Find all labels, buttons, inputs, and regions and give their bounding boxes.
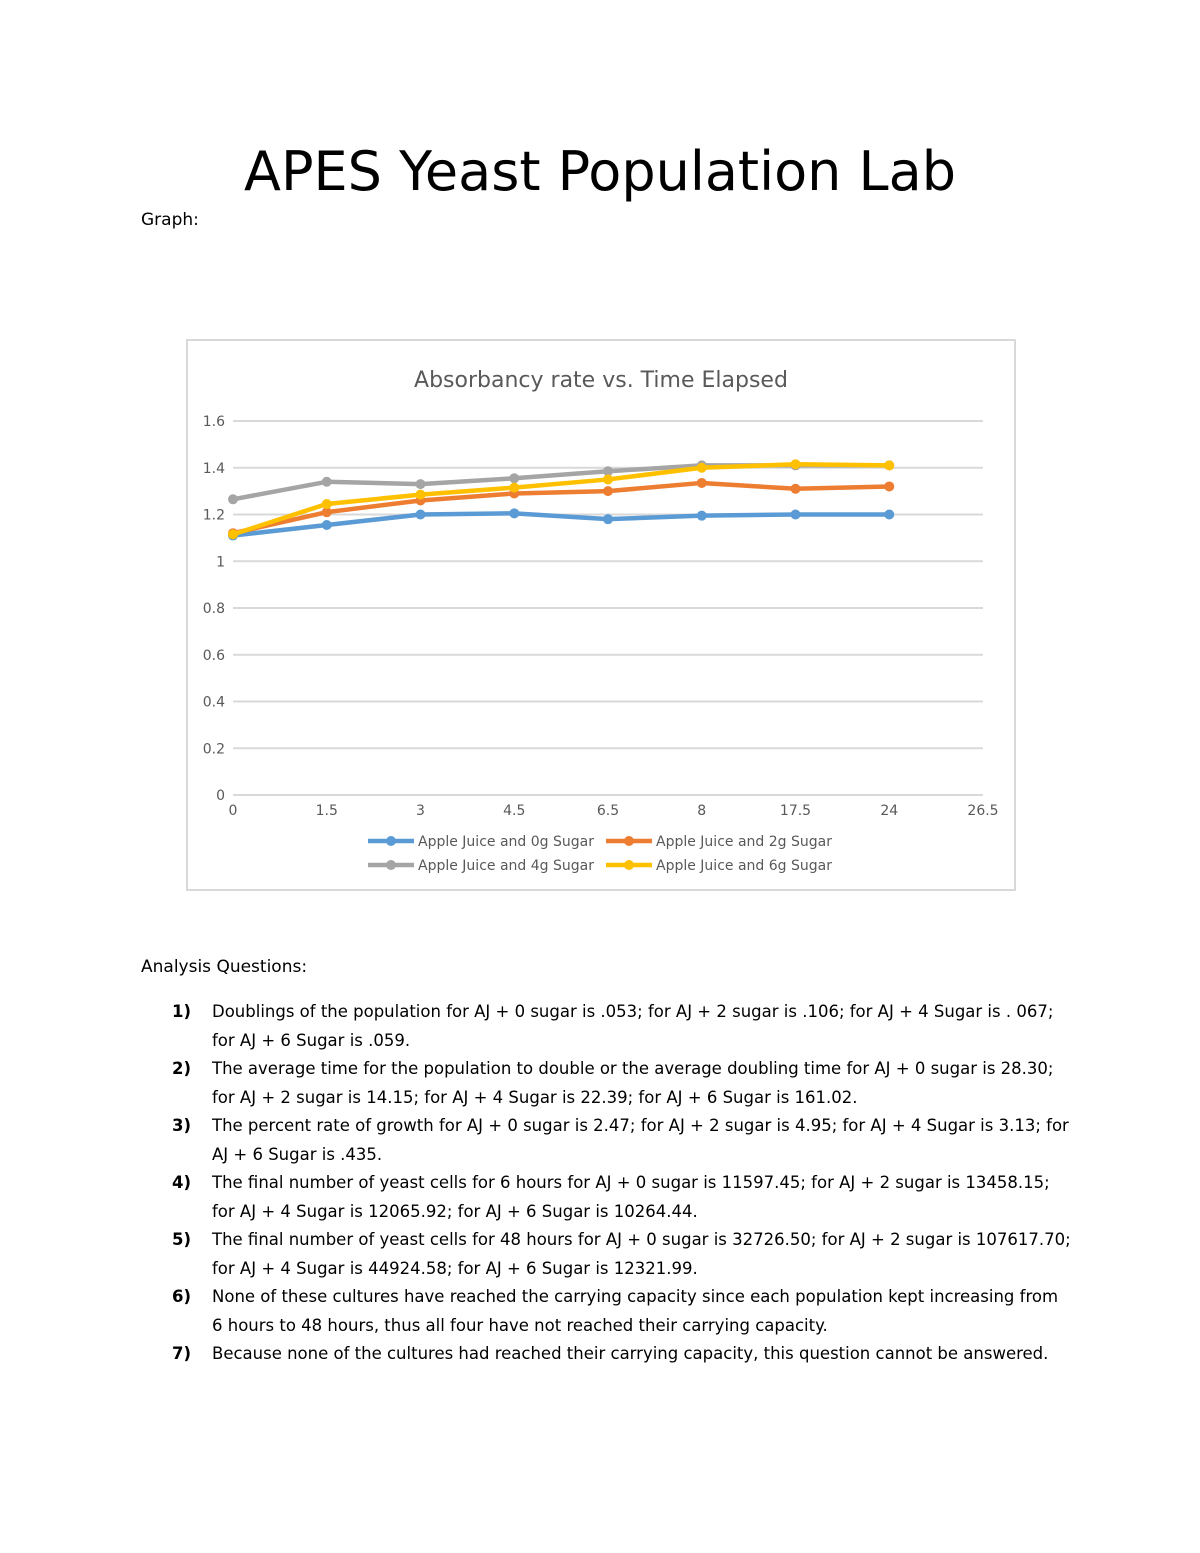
data-point bbox=[322, 477, 332, 487]
chart-container bbox=[186, 339, 1016, 891]
data-point bbox=[603, 474, 613, 484]
question-text: Doublings of the population for AJ + 0 sugar is .053; for AJ + 2 sugar is .106; for AJ + 4 Sugar is . 067; for AJ + 6 Sugar is .059. bbox=[212, 1002, 1054, 1050]
x-tick-label: 4.5 bbox=[503, 803, 526, 819]
y-tick-label: 1.2 bbox=[202, 507, 225, 524]
question-text: None of these cultures have reached the carrying capacity since each population kept increasing from 6 hours to 48 hours, thus all four have not reached their carrying capacity. bbox=[212, 1287, 1059, 1335]
question-number: 4) bbox=[172, 1173, 192, 1192]
graph-label: Graph: bbox=[141, 210, 199, 230]
y-tick-label: 0.2 bbox=[202, 741, 225, 758]
line-chart bbox=[188, 341, 1014, 889]
data-point bbox=[697, 478, 707, 488]
data-point bbox=[509, 483, 519, 493]
y-tick-label: 1.6 bbox=[202, 414, 225, 430]
x-tick-label: 24 bbox=[880, 803, 899, 819]
data-point bbox=[509, 508, 519, 518]
y-tick-label: 0 bbox=[216, 788, 225, 804]
data-point bbox=[791, 459, 801, 469]
data-point bbox=[697, 463, 707, 473]
legend-marker bbox=[624, 836, 634, 846]
question-number: 1) bbox=[172, 1002, 192, 1021]
x-tick-label: 0 bbox=[228, 803, 238, 819]
data-point bbox=[603, 514, 613, 524]
data-point bbox=[416, 510, 426, 520]
data-point bbox=[416, 479, 426, 489]
question-text: The final number of yeast cells for 6 hours for AJ + 0 sugar is 11597.45; for AJ + 2 sugar is 13458.15; for AJ + 4 Sugar is 12065.92; for AJ + 6 Sugar is 10264.44. bbox=[212, 1173, 1050, 1221]
question-number: 2) bbox=[172, 1059, 192, 1078]
page-title: APES Yeast Population Lab bbox=[244, 140, 956, 203]
data-point bbox=[509, 473, 519, 483]
x-tick-label: 1.5 bbox=[315, 803, 338, 819]
legend-label: Apple Juice and 4g Sugar bbox=[418, 858, 594, 874]
question-text: The final number of yeast cells for 48 hours for AJ + 0 sugar is 32726.50; for AJ + 2 sugar is 107617.70; for AJ + 4 Sugar is 44924.58; for AJ + 6 Sugar is 12321.99. bbox=[212, 1230, 1071, 1278]
data-point bbox=[322, 520, 332, 530]
question-item bbox=[172, 1226, 1072, 1283]
x-tick-label: 8 bbox=[697, 803, 707, 819]
y-tick-label: 0.6 bbox=[202, 647, 225, 664]
y-tick-label: 1.4 bbox=[202, 460, 225, 477]
data-point bbox=[228, 529, 238, 539]
data-point bbox=[884, 481, 894, 491]
question-number: 7) bbox=[172, 1344, 192, 1363]
data-point bbox=[322, 499, 332, 509]
data-point bbox=[791, 484, 801, 494]
question-text: The average time for the population to double or the average doubling time for AJ + 0 sugar is 28.30; for AJ + 2 sugar is 14.15; for AJ + 4 Sugar is 22.39; for AJ + 6 Sugar is 161.02. bbox=[212, 1059, 1054, 1107]
x-tick-label: 3 bbox=[416, 803, 425, 819]
analysis-label: Analysis Questions: bbox=[141, 957, 308, 977]
data-point bbox=[228, 494, 238, 504]
question-text: Because none of the cultures had reached their carrying capacity, this question cannot be answered. bbox=[212, 1344, 1049, 1363]
data-point bbox=[884, 510, 894, 520]
question-item bbox=[172, 1340, 1072, 1369]
legend-label: Apple Juice and 6g Sugar bbox=[656, 858, 832, 874]
question-item bbox=[172, 998, 1072, 1055]
legend-marker bbox=[386, 836, 396, 846]
y-tick-label: 0.4 bbox=[202, 694, 225, 711]
y-tick-label: 1 bbox=[216, 554, 225, 571]
question-item bbox=[172, 1169, 1072, 1226]
data-point bbox=[791, 510, 801, 520]
legend-marker bbox=[624, 860, 634, 870]
question-item bbox=[172, 1055, 1072, 1112]
data-point bbox=[697, 511, 707, 521]
question-number: 6) bbox=[172, 1287, 192, 1306]
question-number: 5) bbox=[172, 1230, 192, 1249]
data-point bbox=[416, 490, 426, 500]
questions-list bbox=[172, 998, 1072, 1369]
legend-marker bbox=[386, 860, 396, 870]
question-number: 3) bbox=[172, 1116, 192, 1135]
x-tick-label: 26.5 bbox=[967, 803, 999, 819]
data-point bbox=[603, 486, 613, 496]
question-item bbox=[172, 1112, 1072, 1169]
question-text: The percent rate of growth for AJ + 0 sugar is 2.47; for AJ + 2 sugar is 4.95; for AJ + 4 Sugar is 3.13; for AJ + 6 Sugar is .435. bbox=[212, 1116, 1069, 1164]
x-tick-label: 17.5 bbox=[779, 803, 812, 819]
x-tick-label: 6.5 bbox=[596, 803, 620, 819]
y-tick-label: 0.8 bbox=[202, 601, 225, 617]
legend-label: Apple Juice and 0g Sugar bbox=[418, 834, 594, 850]
question-item bbox=[172, 1283, 1072, 1340]
chart-title: Absorbancy rate vs. Time Elapsed bbox=[414, 368, 788, 393]
data-point bbox=[884, 460, 894, 470]
legend-label: Apple Juice and 2g Sugar bbox=[656, 834, 832, 850]
